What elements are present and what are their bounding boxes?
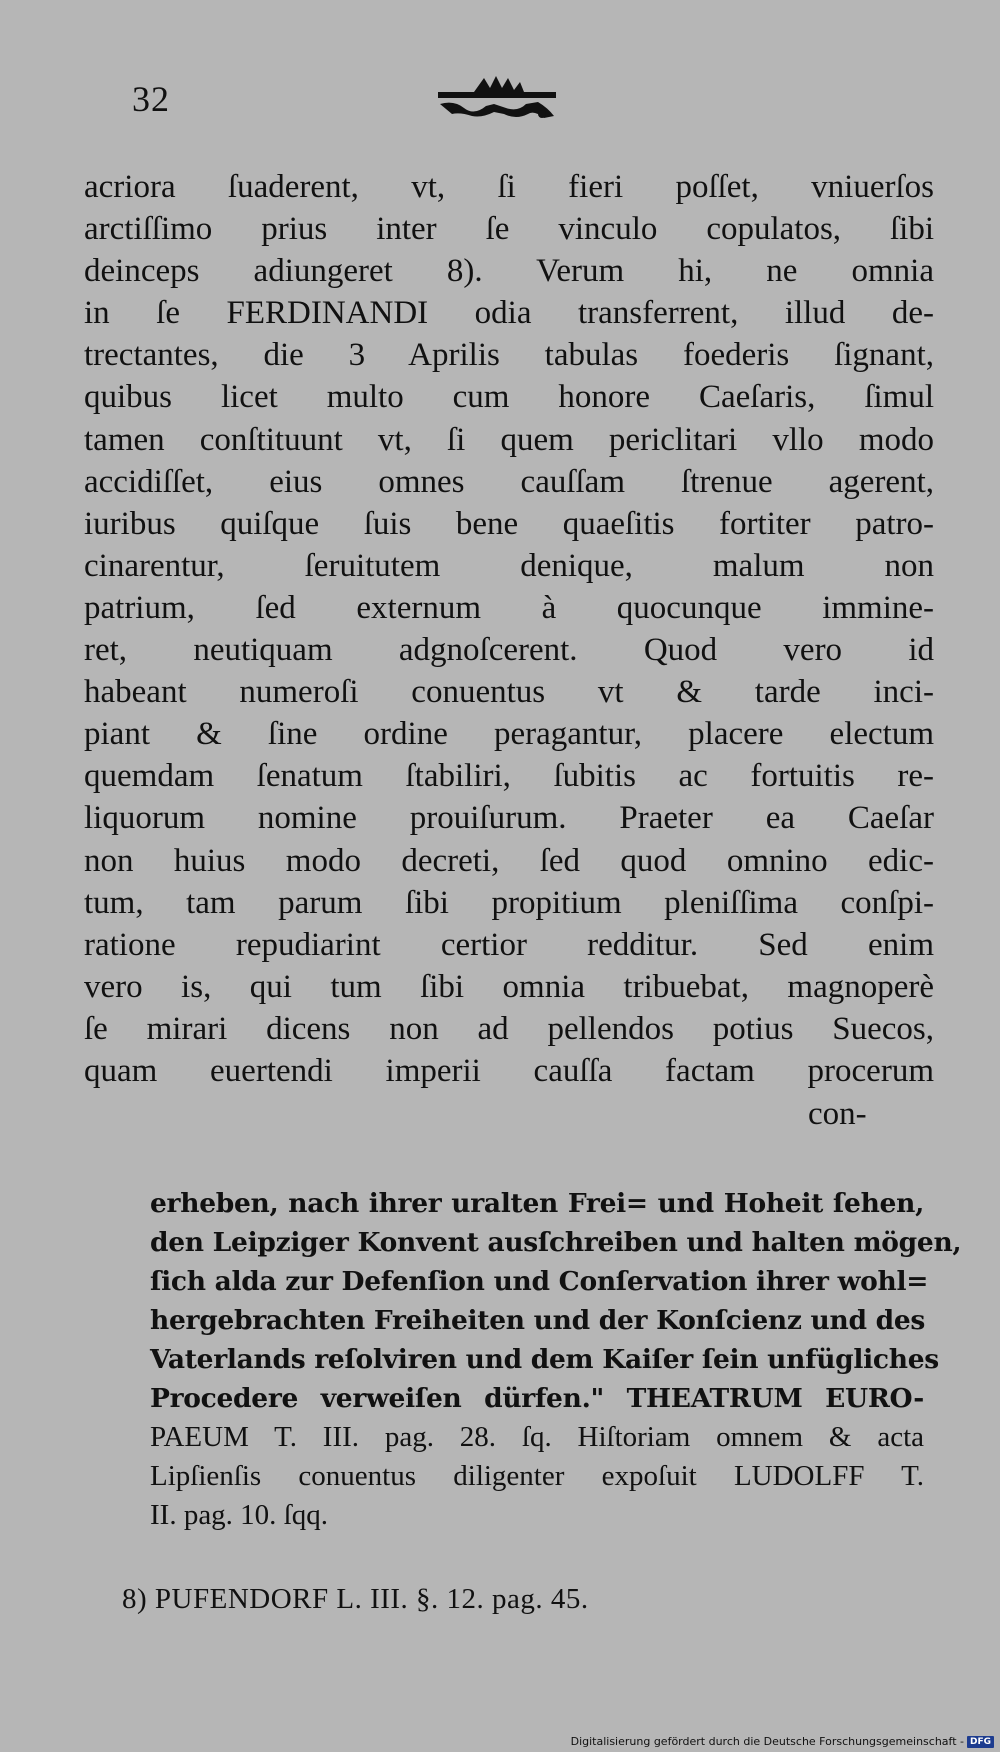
text-line: ret, neutiquam adgnoſcerent. Quod vero id <box>84 632 934 669</box>
footnote-8: 8) PUFENDORF L. III. §. 12. pag. 45. <box>122 1583 589 1615</box>
footnote-line-fraktur: den Leipziger Konvent ausſchreiben und halten mögen, <box>150 1227 962 1258</box>
footnote-line: PAEUM T. III. pag. 28. ſq. Hiſtoriam omnem & acta <box>150 1421 924 1453</box>
text-line: quibus licet multo cum honore Caeſaris, ſimul <box>84 379 934 416</box>
footnote-line: II. pag. 10. ſqq. <box>150 1499 328 1531</box>
footnote-line: Lipſienſis conuentus diligenter expoſuit LUDOLFF T. <box>150 1460 924 1492</box>
text-line: quam euertendi imperii cauſſa factam procerum <box>84 1052 934 1089</box>
catchword: con- <box>808 1096 867 1132</box>
text-line: liquorum nomine prouiſurum. Praeter ea Caeſar <box>84 800 934 837</box>
text-line: ratione repudiarint certior redditur. Sed enim <box>84 926 934 963</box>
text-line: arctiſſimo prius inter ſe vinculo copulatos, ſibi <box>84 211 934 248</box>
digitization-credit <box>571 1735 994 1748</box>
text-line: quemdam ſenatum ſtabiliri, ſubitis ac fortuitis re- <box>84 758 934 795</box>
text-line: patrium, ſed externum à quocunque immine- <box>84 589 934 626</box>
text-line: ſe mirari dicens non ad pellendos potius Suecos, <box>84 1010 934 1047</box>
text-line: habeant numeroſi conuentus vt & tarde inci- <box>84 674 934 711</box>
text-line: piant & ſine ordine peragantur, placere electum <box>84 716 934 753</box>
text-line: vero is, qui tum ſibi omnia tribuebat, magnoperè <box>84 968 934 1005</box>
footnote-line-fraktur: Procedere verweiſen dürfen." THEATRUM EURO- <box>150 1383 924 1414</box>
footnote-block <box>150 1184 962 1535</box>
text-line: cinarentur, ſeruitutem denique, malum non <box>84 547 934 584</box>
main-text <box>84 166 934 1092</box>
footnote-line-fraktur: ſich alda zur Defenſion und Conſervation ihrer wohl= <box>150 1266 929 1297</box>
text-line: non huius modo decreti, ſed quod omnino edic- <box>84 842 934 879</box>
text-line: accidiſſet, eius omnes cauſſam ſtrenue agerent, <box>84 463 934 500</box>
page-number: 32 <box>132 79 170 119</box>
footnote-line-fraktur: hergebrachten Freiheiten und der Konſcienz und des <box>150 1305 926 1336</box>
credit-text: Digitalisierung gefördert durch die Deutsche Forschungsgemeinschaft - <box>570 1735 964 1748</box>
footnote-line-fraktur: Vaterlands reſolviren und dem Kaiſer ſein unfügliches <box>150 1344 939 1375</box>
text-line: tamen conſtituunt vt, ſi quem periclitari vllo modo <box>84 421 934 458</box>
printers-ornament-icon <box>434 74 564 124</box>
text-line: tum, tam parum ſibi propitium pleniſſima conſpi- <box>84 884 934 921</box>
footnote-line-fraktur: erheben, nach ihrer uralten Frei= und Hoheit ſehen, <box>150 1188 924 1219</box>
text-line: trectantes, die 3 Aprilis tabulas foederis ſignant, <box>84 337 934 374</box>
text-line: deinceps adiungeret 8). Verum hi, ne omnia <box>84 253 934 290</box>
text-line: in ſe FERDINANDI odia transferrent, illud de- <box>84 295 934 332</box>
dfg-logo: DFG <box>967 1736 994 1748</box>
text-line: acriora ſuaderent, vt, ſi fieri poſſet, vniuerſos <box>84 169 934 205</box>
text-line: iuribus quiſque ſuis bene quaeſitis fortiter patro- <box>84 505 934 542</box>
